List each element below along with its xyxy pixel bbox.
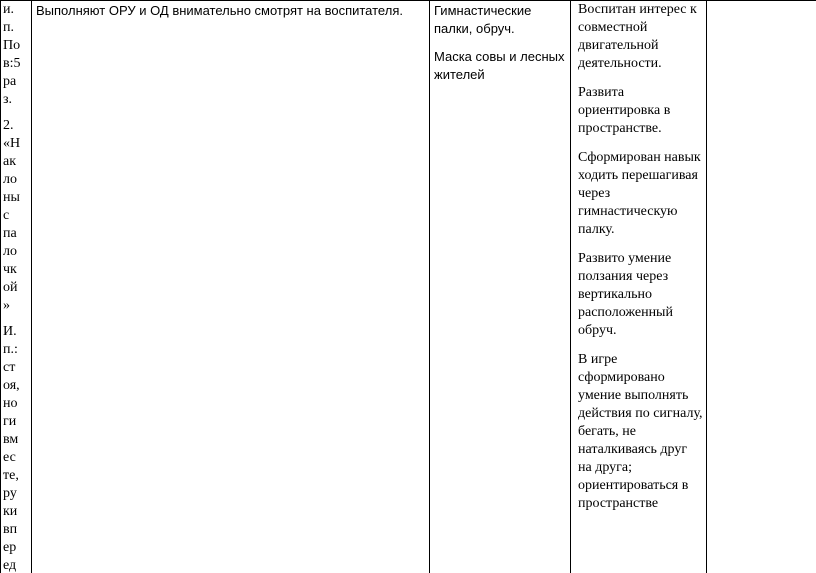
- cell-text-line: з.: [3, 92, 13, 107]
- result-paragraph: В игре сформировано умение выполнять действия по сигналу, бегать, не наталкиваясь друг на друга; ориентироваться в пространстве: [578, 352, 703, 511]
- cell-text-line: п.: [3, 20, 14, 35]
- column-divider-4: [706, 0, 707, 573]
- cell-text-line: »: [3, 298, 10, 313]
- cell-text-line: ло: [3, 244, 17, 259]
- cell-text-line: «Н: [3, 136, 21, 151]
- cell-text-line: оя,: [3, 378, 20, 393]
- result-paragraph: Сформирован навык ходить перешагивая через гимнастическую палку.: [578, 150, 701, 237]
- equipment-paragraph: Гимнастические палки, обруч.: [434, 3, 532, 36]
- result-paragraph: Развито умение ползания через вертикально расположенный обруч.: [578, 251, 673, 338]
- paragraph-gap: [3, 315, 27, 323]
- cell-text-line: ны: [3, 190, 20, 205]
- cell-text-line: ер: [3, 540, 17, 555]
- column-divider-3: [570, 0, 571, 573]
- cell-text-line: ес: [3, 450, 16, 465]
- cell-text-line: па: [3, 226, 17, 241]
- cell-text-line: вм: [3, 432, 19, 447]
- table-cell-activity: [36, 0, 426, 573]
- cell-text-line: и.: [3, 2, 14, 17]
- cell-text-line: ст: [3, 360, 16, 375]
- paragraph-gap: [3, 109, 27, 117]
- cell-text-line: вп: [3, 522, 18, 537]
- cell-text-line: п.:: [3, 342, 18, 357]
- result-paragraph: Развита ориентировка в пространстве.: [578, 85, 671, 136]
- cell-text-line: те,: [3, 468, 19, 483]
- cell-text-line: По: [3, 38, 21, 53]
- cell-text-line: ги: [3, 414, 17, 429]
- cell-text-line: ед: [3, 558, 17, 573]
- cell-text-line: ло: [3, 172, 17, 187]
- cell-text-line: в:5: [3, 56, 21, 71]
- activity-text: Выполняют ОРУ и ОД внимательно смотрят на воспитателя.: [36, 3, 403, 18]
- column-divider-1: [31, 0, 32, 573]
- table-cell-equipment: [434, 0, 566, 573]
- cell-text-line: с: [3, 208, 10, 223]
- cell-text-line: ой: [3, 280, 18, 295]
- cell-text-line: ру: [3, 486, 17, 501]
- column-divider-2: [429, 0, 430, 573]
- equipment-paragraph: Маска совы и лесных жителей: [434, 49, 565, 82]
- table-cell-results: [578, 0, 704, 573]
- cell-text-line: ки: [3, 504, 18, 519]
- table-left-border: [0, 0, 1, 573]
- table-cell-exercise: [3, 0, 27, 573]
- cell-text-line: 2.: [3, 118, 14, 133]
- cell-text-line: И.: [3, 324, 17, 339]
- result-paragraph: Воспитан интерес к совместной двигательной деятельности.: [578, 2, 697, 71]
- cell-text-line: но: [3, 396, 18, 411]
- cell-text-line: чк: [3, 262, 17, 277]
- cell-text-line: ак: [3, 154, 17, 169]
- cell-text-line: ра: [3, 74, 17, 89]
